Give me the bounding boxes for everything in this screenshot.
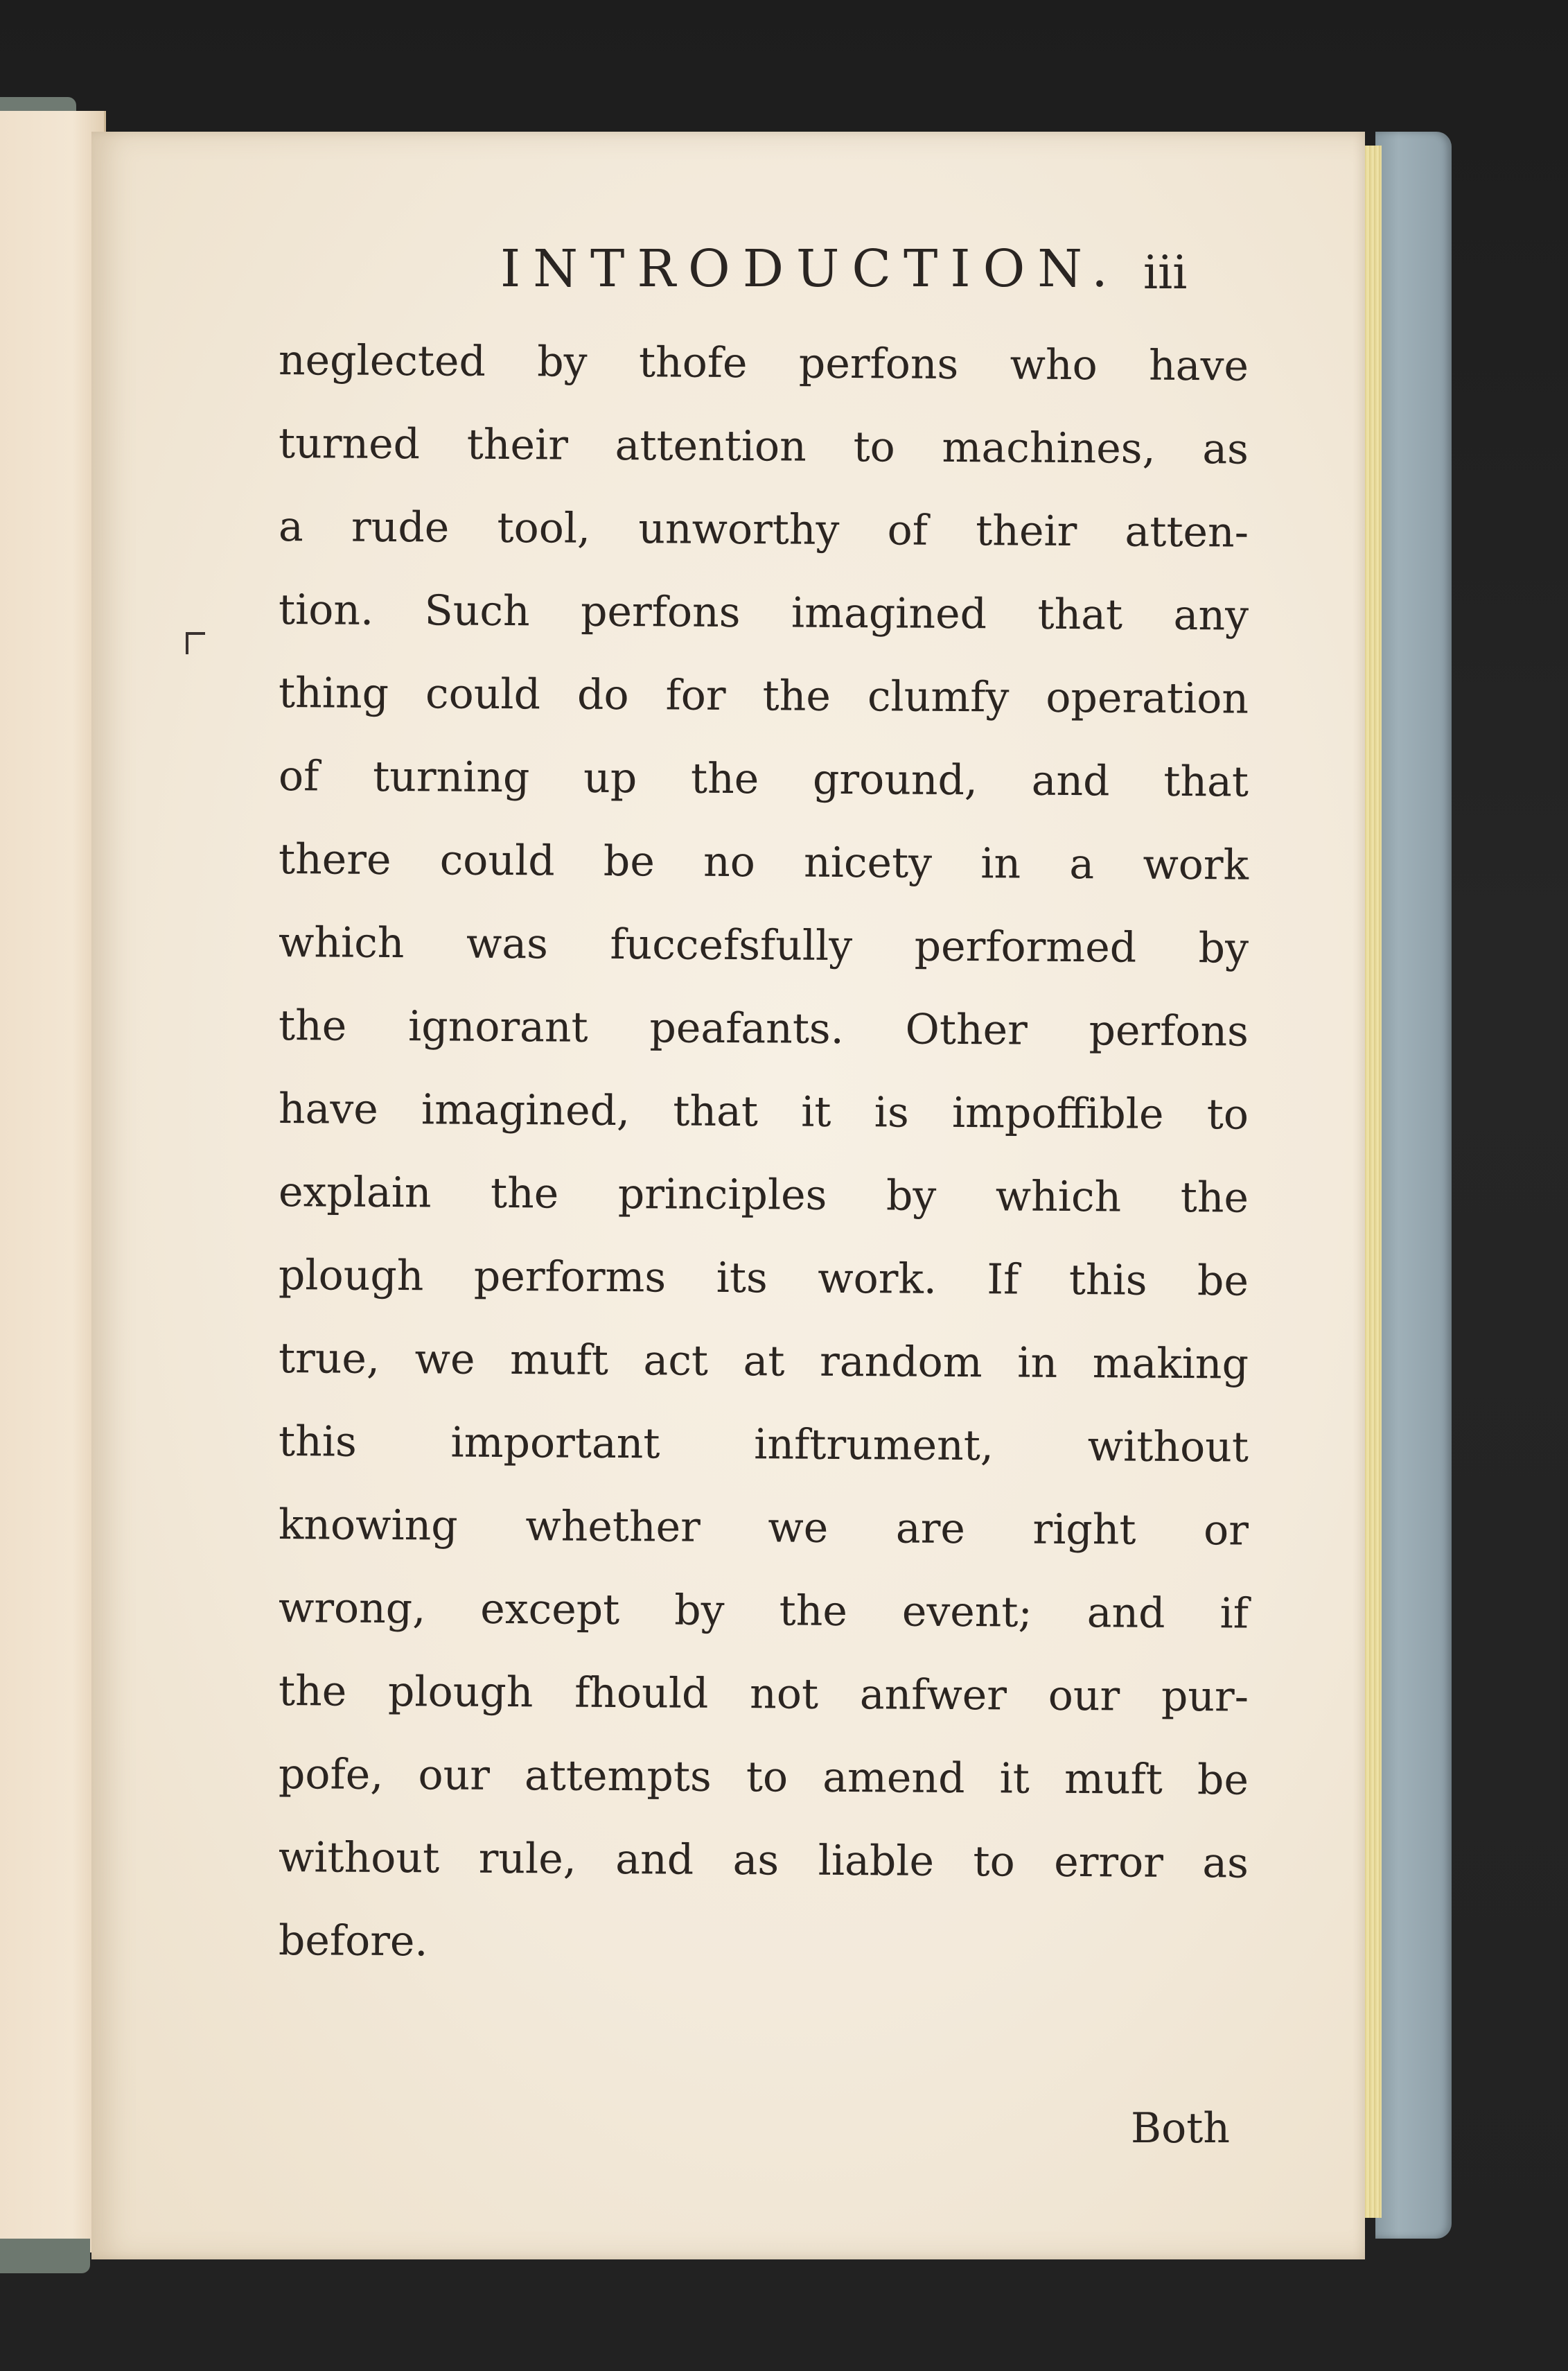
text-line: turned their attention to machines, as bbox=[278, 419, 1249, 474]
text-line: the ignorant peafants. Other perfons bbox=[278, 1001, 1249, 1056]
text-line: have imagined, that it is impoffible to bbox=[278, 1085, 1249, 1139]
running-head: INTRODUCTION. bbox=[500, 239, 1120, 299]
text-line: there could be no nicety in a work bbox=[278, 835, 1249, 890]
text-line: tion. Such perfons imagined that any bbox=[278, 586, 1249, 640]
text-line: before. bbox=[278, 1916, 428, 1966]
margin-mark bbox=[186, 632, 205, 654]
text-line: plough performs its work. If this be bbox=[278, 1251, 1249, 1306]
text-line: this important inftrument, without bbox=[278, 1417, 1249, 1472]
text-line: the plough fhould not anfwer our pur- bbox=[278, 1667, 1249, 1722]
text-line: knowing whether we are right or bbox=[278, 1501, 1249, 1555]
right-cover-board bbox=[1375, 132, 1452, 2239]
text-line: thing could do for the clumfy operation bbox=[278, 669, 1249, 724]
text-line: true, we muft act at random in making bbox=[278, 1334, 1249, 1389]
book-page bbox=[91, 132, 1365, 2259]
left-page-edge bbox=[0, 111, 106, 2252]
text-line: of turning up the ground, and that bbox=[278, 752, 1249, 807]
catchword: Both bbox=[1131, 2104, 1230, 2153]
page-number: iii bbox=[1143, 246, 1188, 299]
text-line: wrong, except by the event; and if bbox=[278, 1584, 1249, 1638]
text-line: a rude tool, unworthy of their atten- bbox=[278, 502, 1249, 557]
text-line: neglected by thofe perfons who have bbox=[278, 336, 1249, 391]
page-header bbox=[410, 239, 1339, 322]
body-text bbox=[279, 319, 1249, 1982]
left-cover-corner-bottom bbox=[0, 2239, 90, 2273]
text-line: which was fuccefsfully performed by bbox=[278, 918, 1249, 973]
text-line: without rule, and as liable to error as bbox=[278, 1833, 1249, 1888]
text-line: explain the principles by which the bbox=[278, 1168, 1249, 1223]
text-line: pofe, our attempts to amend it muft be bbox=[278, 1750, 1249, 1805]
